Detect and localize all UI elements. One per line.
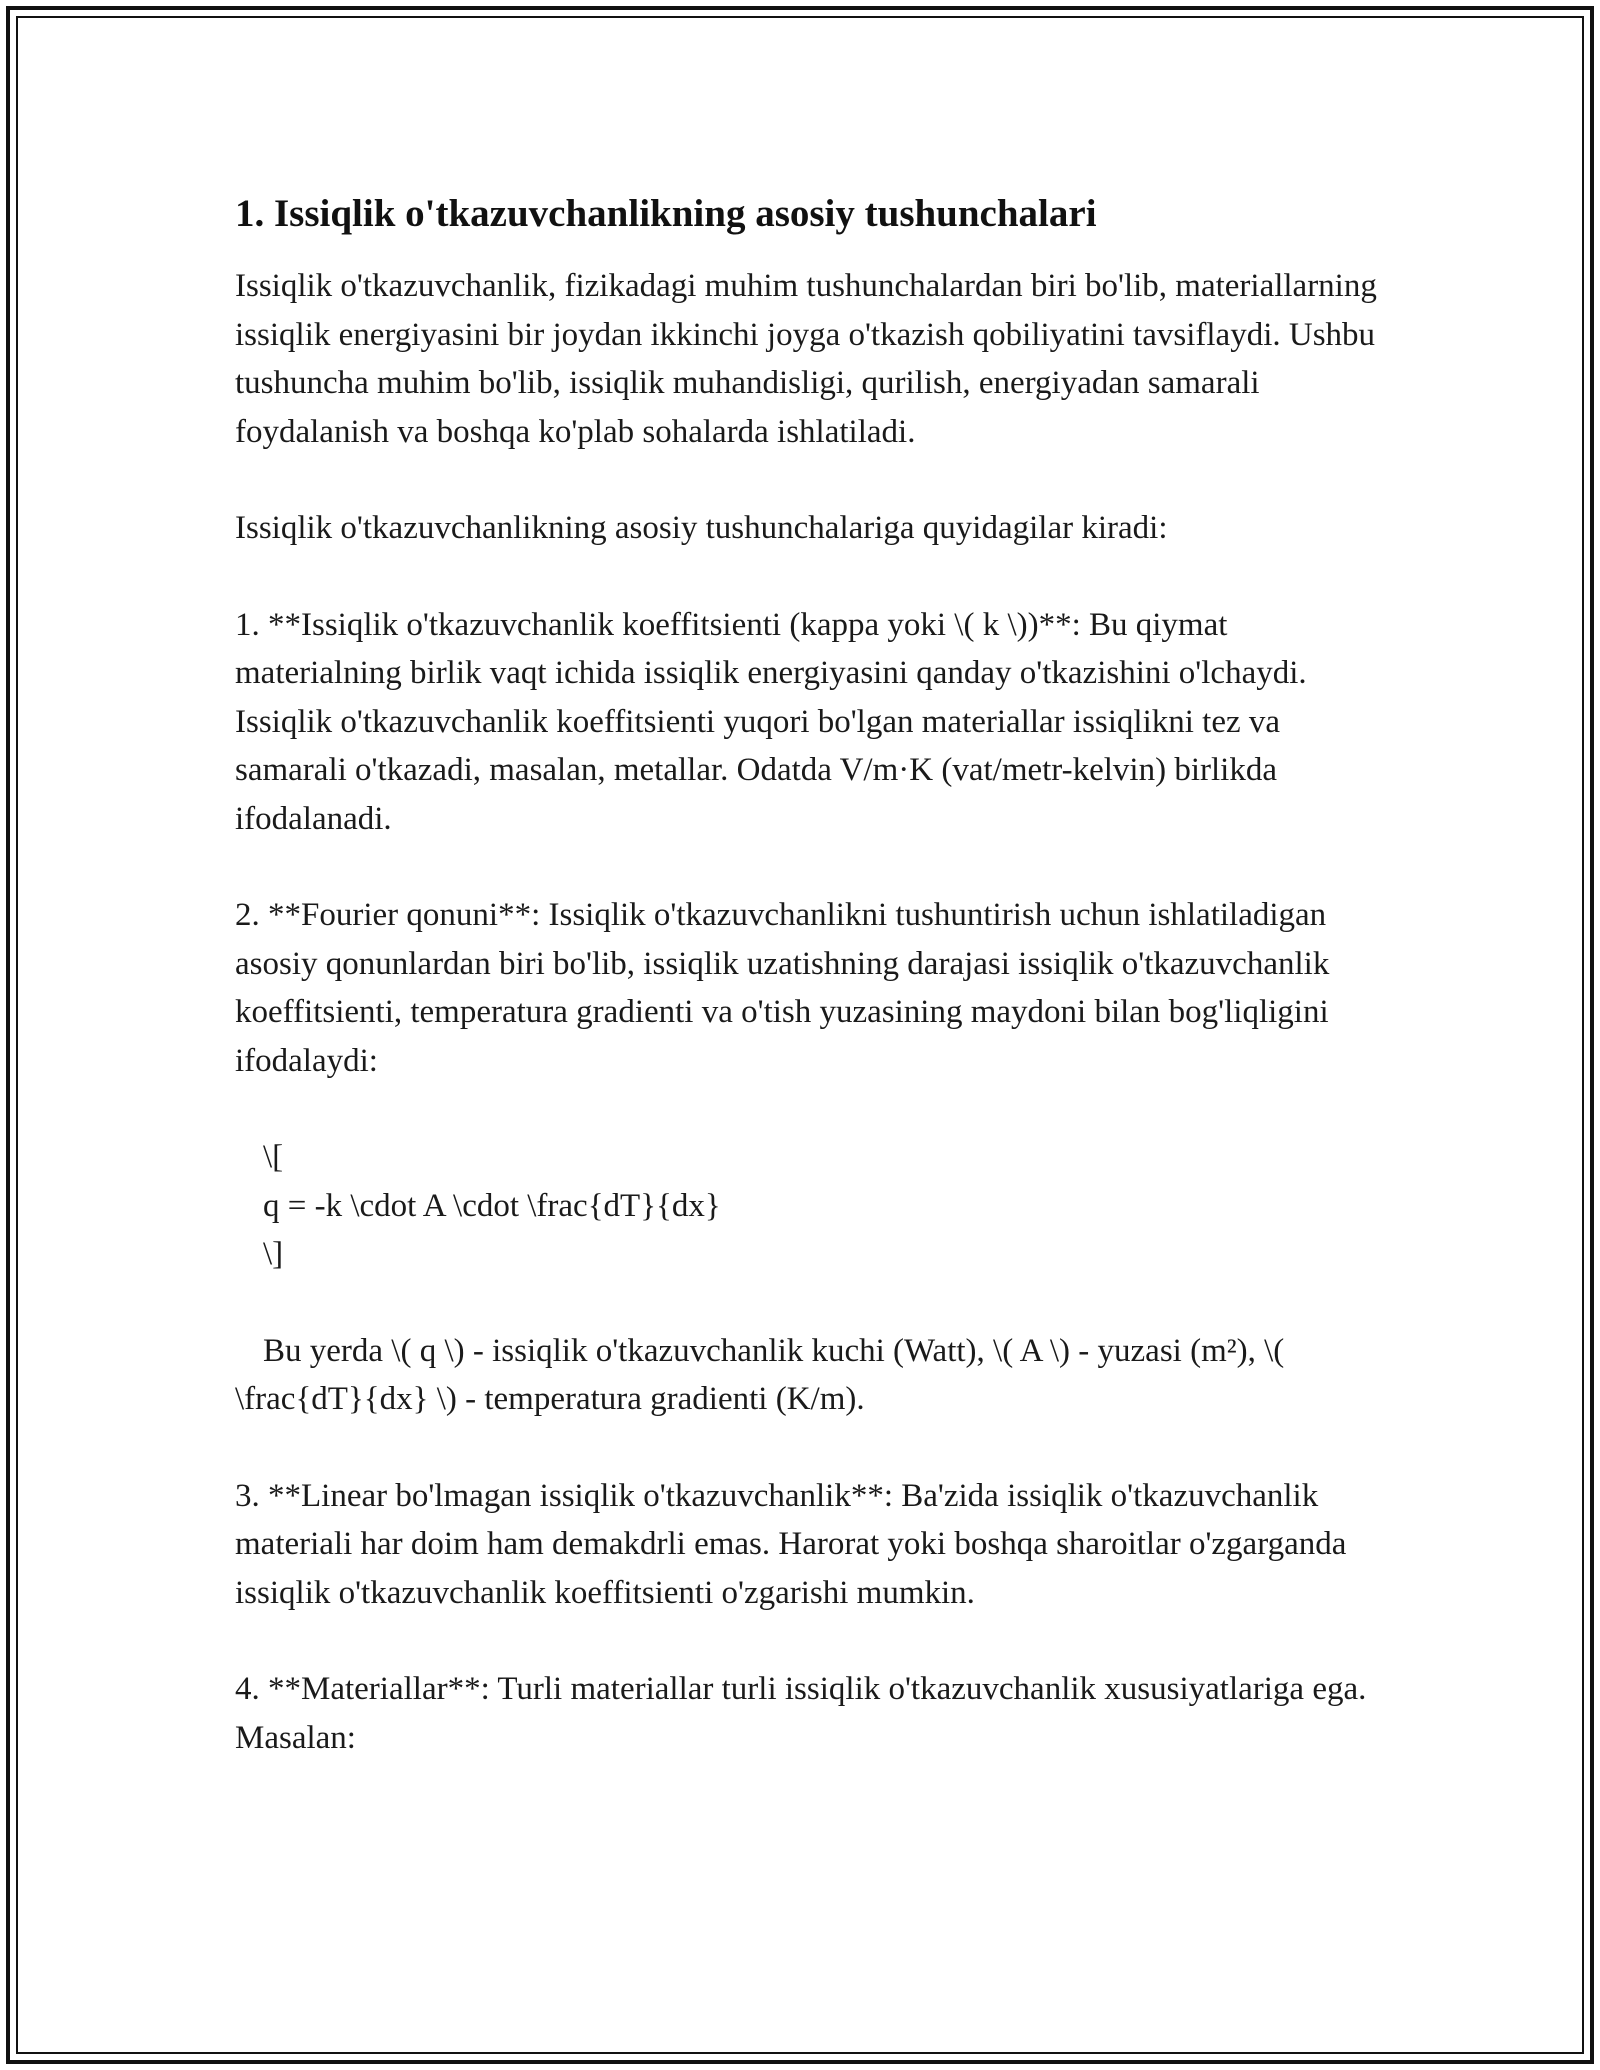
- item-1-paragraph: 1. **Issiqlik o'tkazuvchanlik koeffitsienti (kappa yoki \( k \))**: Bu qiymat materialning birlik vaqt ichida issiqlik energiyasini qanday o'tkazishini o'lchaydi. Issiqlik o'tkazuvchanlik koeffitsienti yuqori bo'lgan materiallar issiqlikni tez va samarali o'tkazadi, masalan, metallar. Odatda V/m·K (vat/metr-kelvin) birlikda ifodalanadi.: [235, 606, 1307, 837]
- formula-note-paragraph: Bu yerda \( q \) - issiqlik o'tkazuvchanlik kuchi (Watt), \( A \) - yuzasi (m²), \( \frac{dT}{dx} \) - temperatura gradienti (K/m).: [235, 1332, 1285, 1417]
- formula-block: [235, 1133, 1385, 1279]
- item-2-paragraph: 2. **Fourier qonuni**: Issiqlik o'tkazuvchanlikni tushuntirish uchun ishlatiladigan asosiy qonunlardan biri bo'lib, issiqlik uzatishning darajasi issiqlik o'tkazuvchanlik koeffitsienti, temperatura gradienti va o'tish yuzasining maydoni bilan bog'liqligini ifodalaydi:: [235, 897, 1330, 1079]
- item-4-paragraph: 4. **Materiallar**: Turli materiallar turli issiqlik o'tkazuvchanlik xususiyatlariga ega. Masalan:: [235, 1671, 1367, 1756]
- section-title: 1. Issiqlik o'tkazuvchanlikning asosiy tushunchalari: [235, 192, 1097, 235]
- formula-open: \[: [263, 1139, 284, 1175]
- document-body: [235, 188, 1385, 1810]
- formula-body: q = -k \cdot A \cdot \frac{dT}{dx}: [263, 1187, 721, 1224]
- lead-paragraph: Issiqlik o'tkazuvchanlikning asosiy tushunchalariga quyidagilar kiradi:: [235, 510, 1168, 546]
- item-3-paragraph: 3. **Linear bo'lmagan issiqlik o'tkazuvchanlik**: Ba'zida issiqlik o'tkazuvchanlik materiali har doim ham demakdrli emas. Harorat yoki boshqa sharoitlar o'zgarganda issiqlik o'tkazuvchanlik koeffitsienti o'zgarishi mumkin.: [235, 1477, 1347, 1611]
- intro-paragraph: Issiqlik o'tkazuvchanlik, fizikadagi muhim tushunchalardan biri bo'lib, materiallarning issiqlik energiyasini bir joydan ikkinchi joyga o'tkazish qobiliyatini tavsiflaydi. Ushbu tushuncha muhim bo'lib, issiqlik muhandisligi, qurilish, energiyadan samarali foydalanish va boshqa ko'plab sohalarda ishlatiladi.: [235, 268, 1377, 450]
- formula-close: \]: [263, 1236, 284, 1272]
